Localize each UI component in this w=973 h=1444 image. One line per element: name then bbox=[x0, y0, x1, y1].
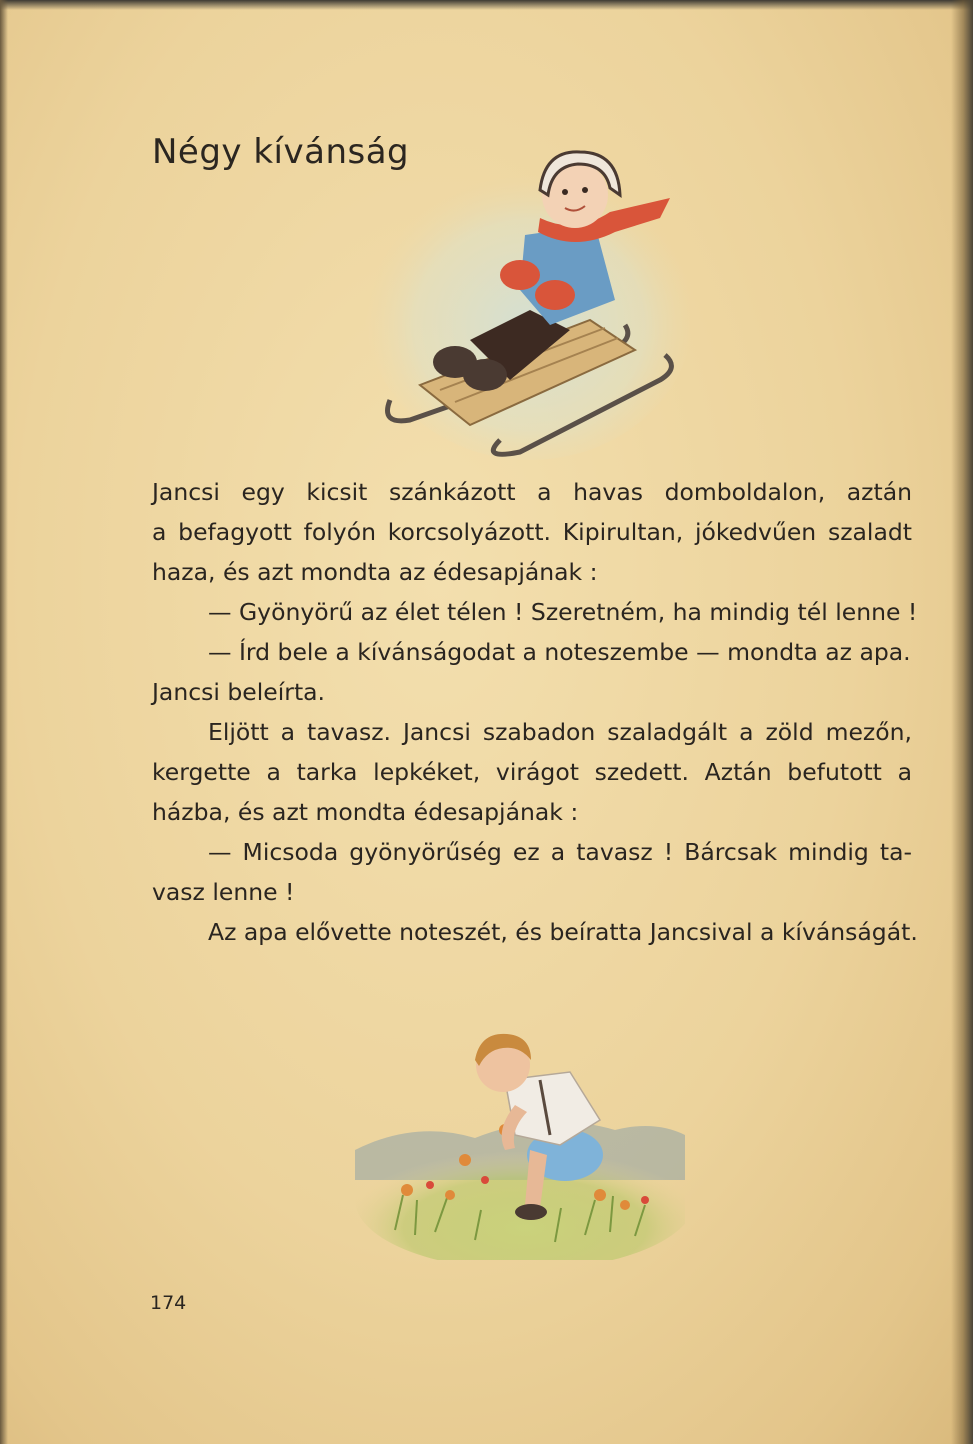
text-line: házba, és azt mondta édesapjának : bbox=[152, 798, 579, 826]
text-line: kergette a tarka lepkéket, virágot szedett. Aztán befutott a bbox=[152, 758, 912, 786]
text-line: — Micsoda gyönyörűség ez a tavasz ! Bárcsak mindig ta- bbox=[208, 838, 912, 866]
text-line: vasz lenne ! bbox=[152, 878, 295, 906]
text-line: a befagyott folyón korcsolyázott. Kipirultan, jókedvűen szaladt bbox=[152, 518, 912, 546]
text-line: Az apa elővette noteszét, és beíratta Jancsival a kívánságát. bbox=[208, 918, 918, 946]
text-line: haza, és azt mondta az édesapjának : bbox=[152, 558, 598, 586]
binding-shadow bbox=[0, 0, 8, 1444]
text-line: — Gyönyörű az élet télen ! Szeretném, ha mindig tél lenne ! bbox=[208, 598, 918, 626]
page-title: Négy kívánság bbox=[152, 132, 410, 172]
flower-picking-illustration bbox=[355, 1010, 685, 1260]
sled-illustration bbox=[360, 140, 690, 470]
text-line: Jancsi egy kicsit szánkázott a havas domboldalon, aztán bbox=[152, 478, 912, 506]
story-text bbox=[152, 472, 918, 952]
page-number: 174 bbox=[150, 1292, 187, 1314]
text-line: — Írd bele a kívánságodat a noteszembe — mondta az apa. bbox=[208, 638, 911, 666]
text-line: Jancsi beleírta. bbox=[152, 678, 326, 706]
page-edge-shadow bbox=[951, 0, 973, 1444]
text-line: Eljött a tavasz. Jancsi szabadon szaladgált a zöld mezőn, bbox=[208, 718, 912, 746]
